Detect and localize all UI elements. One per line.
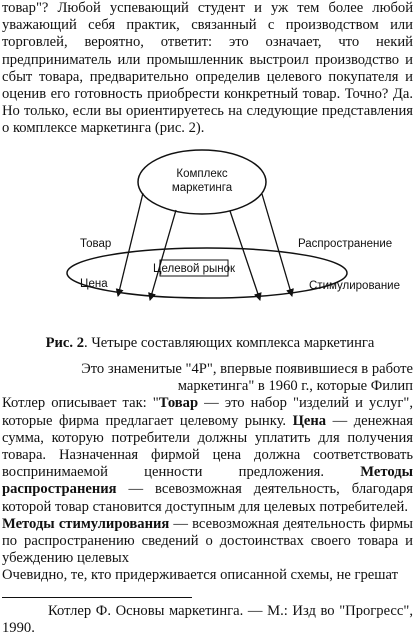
term-promotion: Методы стимулирования xyxy=(2,515,170,532)
intro-paragraph: товар"? Любой успевающий студент и уж тем более любой уважающий себя практик, связанный с производством или торговлей, вероятно, ответит: это означает, что некий предприниматель или промышленник выстроил производство и сбыт товара, предварительно определив целевого покупателя и оценив его готовность приобрести конкретный товар. Точно? Да. Но только, если вы ориентируетесь на следующие представления о комплексе маркетинга (рис. 2). xyxy=(2,0,413,137)
arrow-promotion xyxy=(262,194,292,296)
footnote-divider xyxy=(2,597,192,598)
body-line-1a: Это знаменитые "4P", впервые появившиеся в работе xyxy=(81,361,413,377)
body-last-line: Очевидно, те, кто придерживается описанной схемы, не грешат xyxy=(2,567,398,584)
body-paragraph xyxy=(2,361,413,585)
term-distribution: Методы распространения xyxy=(2,464,413,498)
arrow-distribution xyxy=(230,211,260,300)
def-distribution: — всевозможная деятельность, благодаря которой товар становится доступным для целевых потребителей. xyxy=(2,481,413,515)
term-price: Цена xyxy=(292,412,327,429)
figure-caption-text: . Четыре составляющих комплекса маркетинга xyxy=(84,335,375,351)
figure-caption xyxy=(0,335,420,352)
label-promotion: Стимулирование xyxy=(309,280,401,292)
footnote: Котлер Ф. Основы маркетинга. — М.: Изд во "Прогресс", 1990. xyxy=(2,603,413,637)
label-price: Цена xyxy=(80,278,108,290)
arrow-price xyxy=(150,210,176,300)
body-line-2: Котлер описывает так: " xyxy=(2,395,159,412)
arrow-product xyxy=(118,193,143,296)
body-line-1b: маркетинга" в 1960 г., которые Филип xyxy=(177,378,413,395)
marketing-mix-label-line2: маркетинга xyxy=(171,182,233,194)
label-distribution: Распространение xyxy=(298,238,393,250)
target-market-label: Целевой рынок xyxy=(152,263,236,275)
figure-caption-label: Рис. 2 xyxy=(45,335,85,351)
marketing-mix-label-line1: Комплекс xyxy=(176,168,228,180)
def-promotion: — всевозможная деятельность фирмы по распространению сведений о достоинствах своего товара и убеждению целевых xyxy=(2,515,413,567)
def-product: — это набор "изделий и услуг", которые фирма предлагает целевому рынку. xyxy=(2,395,413,429)
def-price: — денежная сумма, которую потребители должны уплатить для получения товара. Назначенная фирмой цена должна соответствовать воспринимаемой ценности предложения. xyxy=(2,412,413,481)
label-product: Товар xyxy=(80,238,112,250)
term-product: Товар xyxy=(158,395,199,412)
marketing-mix-diagram xyxy=(0,140,420,330)
